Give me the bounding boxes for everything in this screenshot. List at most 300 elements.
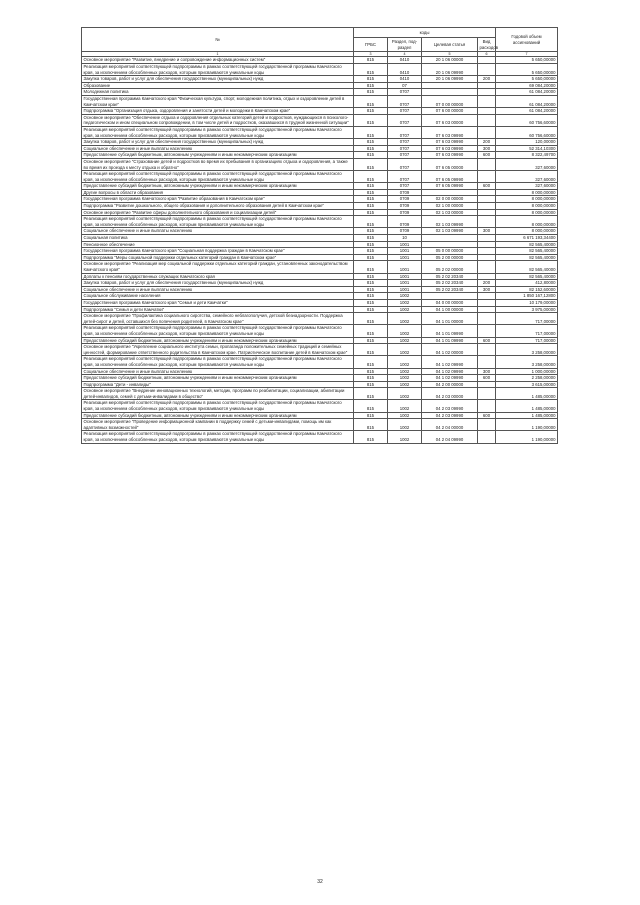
table-row [82,248,558,255]
row-section: 0709 [388,228,422,235]
row-grbs: 815 [354,412,388,419]
row-grbs: 815 [354,286,388,293]
row-name: Государственная программа Камчатского края "Развитие образования в Камчатском крае" [82,196,354,203]
row-name: Образование [82,82,354,89]
row-amount: 412,80000 [496,280,558,287]
row-expense-type [478,344,496,356]
row-name: Реализация мероприятий соответствующей подпрограммы в рамках соответствующей государственной программы Камчатского края, за исключением обособленных расходов, которым присваиваются уникальные коды [82,171,354,183]
row-amount: 8 000,00000 [496,228,558,235]
row-section: 0410 [388,64,422,76]
row-expense-type [478,209,496,216]
row-expense-type: 600 [478,412,496,419]
page-number: 32 [317,879,323,885]
row-target-code: 07 6 03 09990 [422,152,478,159]
row-amount: 5 650,00000 [496,64,558,76]
row-grbs: 815 [354,419,388,431]
column-number: 4 [388,52,422,57]
row-section: 1002 [388,325,422,337]
table-row [82,76,558,83]
table-row [82,228,558,235]
row-section: 1002 [388,313,422,325]
row-section: 1001 [388,273,422,280]
row-target-code: 20 1 06 09990 [422,64,478,76]
row-section: 0709 [388,196,422,203]
row-grbs: 815 [354,183,388,190]
row-name: Государственная программа Камчатского края "Семья и дети Камчатки" [82,299,354,306]
row-target-code [422,89,478,96]
row-target-code: 04 1 02 09990 [422,356,478,368]
row-section: 1002 [388,412,422,419]
column-number: 5 [422,52,478,57]
row-expense-type [478,431,496,443]
row-expense-type: 300 [478,145,496,152]
row-name: Социальное обеспечение и иные выплаты населению [82,368,354,375]
row-grbs: 815 [354,126,388,138]
row-grbs: 815 [354,248,388,255]
row-expense-type [478,82,496,89]
row-grbs: 815 [354,114,388,126]
row-expense-type: 600 [478,337,496,344]
row-expense-type [478,248,496,255]
row-amount: 69 084,20000 [496,82,558,89]
row-grbs: 815 [354,228,388,235]
row-expense-type [478,95,496,107]
row-grbs: 815 [354,95,388,107]
row-amount: 8 000,00000 [496,189,558,196]
table-row [82,139,558,146]
row-amount: 1 000,00000 [496,368,558,375]
row-name: Государственная программа Камчатского края "Социальная поддержка граждан в Камчатском крае" [82,248,354,255]
row-expense-type [478,299,496,306]
row-grbs: 815 [354,261,388,273]
row-section: 07 [388,82,422,89]
row-grbs: 815 [354,337,388,344]
row-grbs: 815 [354,196,388,203]
row-amount: 1 850 167,12800 [496,293,558,300]
row-name: Реализация мероприятий соответствующей подпрограммы в рамках соответствующей государственной программы Камчатского края, за исключением обособленных расходов, которым присваиваются уникальные коды [82,126,354,138]
row-expense-type [478,203,496,210]
row-grbs: 815 [354,388,388,400]
table-row [82,82,558,89]
row-section: 0707 [388,114,422,126]
row-section: 1001 [388,261,422,273]
row-name: Закупка товаров, работ и услуг для обеспечения государственных (муниципальных) нужд [82,76,354,83]
row-grbs: 815 [354,273,388,280]
row-amount: 5 650,00000 [496,57,558,64]
row-name: Другие вопросы в области образования [82,189,354,196]
row-expense-type: 200 [478,139,496,146]
row-target-code: 07 6 03 09990 [422,145,478,152]
row-target-code: 04 1 01 00000 [422,313,478,325]
row-target-code: 04 2 03 09990 [422,400,478,412]
row-target-code: 07 6 03 00000 [422,114,478,126]
row-name: Подпрограмма "Дети - инвалиды" [82,381,354,388]
row-amount: 120,00000 [496,139,558,146]
row-name: Государственная программа Камчатского края "Физическая культура, спорт, молодежная политика, отдых и оздоровление детей в Камчатском крае" [82,95,354,107]
row-target-code: 05 2 02 20340 [422,273,478,280]
table-row [82,400,558,412]
row-section: 1002 [388,306,422,313]
row-target-code: 02 1 03 00000 [422,209,478,216]
row-section: 1002 [388,375,422,382]
row-name: Основное мероприятие "Внедрение инновационных технологий, методик, программ по реабилитации, социализации, абилитации детей-инвалидов, семей с детьми-инвалидами в общество" [82,388,354,400]
row-amount: 1 485,00000 [496,388,558,400]
header-grbs: ГРБС [354,38,388,52]
row-name: Подпрограмма "Организация отдыха, оздоровления и занятости детей и молодежи в Камчатском крае" [82,108,354,115]
row-target-code: 04 1 02 00000 [422,344,478,356]
row-section: 1002 [388,419,422,431]
row-expense-type [478,64,496,76]
row-amount: 8 000,00000 [496,203,558,210]
row-section: 1002 [388,431,422,443]
row-target-code: 02 0 00 00000 [422,196,478,203]
row-amount: 61 084,20000 [496,89,558,96]
table-row [82,375,558,382]
row-grbs: 815 [354,293,388,300]
row-expense-type [478,108,496,115]
row-target-code: 05 2 02 00000 [422,261,478,273]
row-amount: 327,60000 [496,158,558,170]
row-target-code: 04 1 02 09990 [422,375,478,382]
row-target-code [422,82,478,89]
row-target-code: 04 1 01 09990 [422,325,478,337]
row-target-code: 07 6 03 09990 [422,126,478,138]
table-row [82,412,558,419]
table-row [82,337,558,344]
row-expense-type [478,171,496,183]
row-target-code [422,189,478,196]
row-target-code: 04 0 00 00000 [422,299,478,306]
table-row [82,273,558,280]
row-expense-type: 300 [478,228,496,235]
row-expense-type [478,306,496,313]
row-amount: 82 565,40000 [496,241,558,248]
row-expense-type [478,419,496,431]
table-row [82,254,558,261]
row-name: Предоставление субсидий бюджетным, автономным учреждениям и иным некоммерческим организациям [82,152,354,159]
row-name: Закупка товаров, работ и услуг для обеспечения государственных (муниципальных) нужд [82,139,354,146]
table-row [82,286,558,293]
header-target: Целевая статья [422,38,478,52]
row-name: Социальное обслуживание населения [82,293,354,300]
row-expense-type [478,216,496,228]
row-section: 1001 [388,248,422,255]
row-grbs: 815 [354,189,388,196]
row-grbs: 815 [354,57,388,64]
row-target-code: 04 1 02 09990 [422,368,478,375]
row-target-code: 04 2 00 00000 [422,381,478,388]
row-amount: 1 190,00000 [496,431,558,443]
row-amount: 3 615,00000 [496,381,558,388]
row-name: Социальная политика [82,235,354,242]
budget-table [81,27,558,444]
row-amount: 717,00000 [496,313,558,325]
table-row [82,183,558,190]
table-row [82,325,558,337]
table-row [82,388,558,400]
row-grbs: 815 [354,313,388,325]
row-name: Пенсионное обеспечение [82,241,354,248]
row-name: Социальное обеспечение и иные выплаты населению [82,228,354,235]
row-name: Предоставление субсидий бюджетным, автономным учреждениям и иным некоммерческим организациям [82,183,354,190]
row-grbs: 815 [354,158,388,170]
row-grbs: 815 [354,299,388,306]
table-row [82,126,558,138]
row-expense-type [478,241,496,248]
header-num: № [82,28,354,52]
row-target-code: 07 6 05 09990 [422,171,478,183]
row-section: 1002 [388,299,422,306]
row-grbs: 815 [354,280,388,287]
row-amount: 52 314,10300 [496,145,558,152]
row-grbs: 815 [354,368,388,375]
row-target-code: 02 1 03 09990 [422,228,478,235]
row-target-code: 04 2 04 00000 [422,419,478,431]
row-name: Реализация мероприятий соответствующей подпрограммы в рамках соответствующей государственной программы Камчатского края, за исключением обособленных расходов, которым присваиваются уникальные коды [82,356,354,368]
row-grbs: 815 [354,400,388,412]
table-header [82,28,558,57]
row-expense-type [478,400,496,412]
table-row [82,57,558,64]
row-expense-type: 600 [478,375,496,382]
row-section: 0707 [388,171,422,183]
row-name: Социальное обеспечение и иные выплаты населению [82,286,354,293]
row-section: 0707 [388,158,422,170]
table-row [82,114,558,126]
row-expense-type: 600 [478,183,496,190]
row-section: 0410 [388,57,422,64]
row-target-code: 05 2 02 20340 [422,280,478,287]
table-row [82,209,558,216]
row-section: 0707 [388,89,422,96]
row-section: 0709 [388,203,422,210]
row-amount: 327,60000 [496,171,558,183]
row-grbs: 815 [354,431,388,443]
row-section: 0707 [388,108,422,115]
row-name: Реализация мероприятий соответствующей подпрограммы в рамках соответствующей государственной программы Камчатского края, за исключением обособленных расходов, которым присваиваются уникальные коды [82,325,354,337]
row-name: Основное мероприятие "Реализация мер социальной поддержки отдельных категорий граждан, установленных законодательством Камчатского края" [82,261,354,273]
row-target-code: 07 6 00 00000 [422,108,478,115]
table-row [82,381,558,388]
row-expense-type [478,325,496,337]
table-row [82,95,558,107]
row-section: 0410 [388,76,422,83]
row-target-code [422,241,478,248]
row-grbs: 815 [354,381,388,388]
row-name: Социальное обеспечение и иные выплаты населению [82,145,354,152]
row-amount: 8 000,00000 [496,216,558,228]
row-expense-type [478,158,496,170]
row-name: Основное мероприятие "Развитие, внедрение и сопровождение информационных систем" [82,57,354,64]
row-section: 1002 [388,400,422,412]
row-expense-type [478,273,496,280]
table-row [82,241,558,248]
row-grbs: 815 [354,375,388,382]
row-grbs: 815 [354,139,388,146]
row-expense-type [478,189,496,196]
row-amount: 82 565,40000 [496,273,558,280]
row-expense-type [478,126,496,138]
row-expense-type [478,388,496,400]
row-amount: 60 756,60000 [496,126,558,138]
row-amount: 1 485,00000 [496,412,558,419]
row-grbs: 815 [354,254,388,261]
row-expense-type [478,196,496,203]
row-name: Реализация мероприятий соответствующей подпрограммы в рамках соответствующей государственной программы Камчатского края, за исключением обособленных расходов, которым присваиваются уникальные коды [82,400,354,412]
row-section: 0707 [388,183,422,190]
row-expense-type [478,356,496,368]
row-target-code: 04 1 01 09990 [422,337,478,344]
row-section: 1001 [388,286,422,293]
row-name: Основное мероприятие "Проведение информационной кампании в поддержку семей с детьми-инвалидами, помощь им как адаптивных возможностей" [82,419,354,431]
row-target-code: 02 1 00 00000 [422,203,478,210]
row-amount: 82 565,40000 [496,248,558,255]
row-section: 1001 [388,254,422,261]
row-section: 0707 [388,126,422,138]
row-grbs: 815 [354,152,388,159]
row-section: 1002 [388,293,422,300]
row-expense-type [478,89,496,96]
row-section: 0707 [388,152,422,159]
row-section: 0707 [388,145,422,152]
row-name: Закупка товаров, работ и услуг для обеспечения государственных (муниципальных) нужд [82,280,354,287]
row-name: Реализация мероприятий соответствующей подпрограммы в рамках соответствующей государственной программы Камчатского края, за исключением обособленных расходов, которым присваиваются уникальные коды [82,216,354,228]
row-amount: 3 258,00000 [496,344,558,356]
table-row [82,108,558,115]
row-grbs: 815 [354,241,388,248]
row-target-code: 20 1 06 00000 [422,57,478,64]
row-section: 10 [388,235,422,242]
table-row [82,196,558,203]
row-target-code: 05 0 00 00000 [422,248,478,255]
row-grbs: 815 [354,306,388,313]
row-grbs: 815 [354,235,388,242]
row-target-code: 05 2 00 00000 [422,254,478,261]
table-row [82,216,558,228]
table-row [82,235,558,242]
row-grbs: 815 [354,325,388,337]
row-amount: 1 190,00000 [496,419,558,431]
row-section: 0709 [388,189,422,196]
column-number: 1 [82,52,354,57]
row-expense-type [478,254,496,261]
row-expense-type: 300 [478,286,496,293]
row-section: 0709 [388,209,422,216]
table-row [82,431,558,443]
row-amount: 3 258,00000 [496,356,558,368]
row-name: Доплаты к пенсиям государственных служащих Камчатского края [82,273,354,280]
row-amount: 82 565,40000 [496,261,558,273]
row-target-code: 07 6 05 00000 [422,158,478,170]
row-name: Основное мероприятие "Укрепление социального института семьи, пропаганда положительных семейных традиций и семейных ценностей, формирование ответственного родительства в Камчатском крае. Патриотическое воспитание детей в Камчатском крае" [82,344,354,356]
row-target-code: 05 2 02 20340 [422,286,478,293]
row-expense-type: 600 [478,152,496,159]
table-row [82,368,558,375]
row-amount: 8 000,00000 [496,196,558,203]
row-expense-type [478,381,496,388]
header-section: Раздел, под-раздел [388,38,422,52]
row-expense-type [478,57,496,64]
row-section: 1002 [388,368,422,375]
table-row [82,306,558,313]
table-row [82,152,558,159]
row-expense-type [478,313,496,325]
row-section: 1002 [388,356,422,368]
row-section: 1001 [388,280,422,287]
row-grbs: 815 [354,171,388,183]
row-section: 1002 [388,337,422,344]
table-row [82,189,558,196]
row-name: Молодежная политика [82,89,354,96]
row-target-code: 07 6 05 09990 [422,183,478,190]
row-target-code: 20 1 06 09990 [422,76,478,83]
row-name: Основное мероприятие "Профилактика социального сиротства, семейного неблагополучия, детской безнадзорности. Поддержка детей-сирот и детей, оставшихся без попечения родителей, в Камчатском крае" [82,313,354,325]
row-section: 1001 [388,241,422,248]
row-expense-type: 200 [478,280,496,287]
row-amount: 717,00000 [496,337,558,344]
row-amount: 327,60000 [496,183,558,190]
row-name: Реализация мероприятий соответствующей подпрограммы в рамках соответствующей государственной программы Камчатского края, за исключением обособленных расходов, которым присваиваются уникальные коды [82,64,354,76]
row-name: Предоставление субсидий бюджетным, автономным учреждениям и иным некоммерческим организациям [82,337,354,344]
row-target-code [422,293,478,300]
row-name: Реализация мероприятий соответствующей подпрограммы в рамках соответствующей государственной программы Камчатского края, за исключением обособленных расходов, которым присваиваются уникальные коды [82,431,354,443]
row-amount: 61 084,20000 [496,95,558,107]
row-grbs: 815 [354,209,388,216]
row-grbs: 815 [354,89,388,96]
row-target-code: 07 0 00 00000 [422,95,478,107]
table-row [82,419,558,431]
row-target-code: 02 1 03 09990 [422,216,478,228]
row-name: Подпрограмма "Семья и дети Камчатки" [82,306,354,313]
header-exp-type: Вид расходов [479,38,499,50]
row-expense-type [478,261,496,273]
row-grbs: 815 [354,216,388,228]
row-name: Предоставление субсидий бюджетным, автономным учреждениям и иным некоммерческим организациям [82,375,354,382]
row-amount: 1 485,00000 [496,400,558,412]
table-row [82,203,558,210]
row-name: Основное мероприятие "Развитие сферы дополнительного образования и социализации детей" [82,209,354,216]
row-amount: 8 322,49700 [496,152,558,159]
row-grbs: 815 [354,64,388,76]
table-row [82,145,558,152]
row-section: 1002 [388,388,422,400]
table-row [82,158,558,170]
row-target-code [422,235,478,242]
table-row [82,261,558,273]
table-body [82,57,558,443]
row-grbs: 815 [354,145,388,152]
table-row [82,64,558,76]
row-expense-type [478,114,496,126]
row-amount: 61 084,20000 [496,108,558,115]
header-codes: коды [354,28,496,38]
row-target-code: 04 2 03 09990 [422,412,478,419]
row-name: Основное мероприятие "Обеспечение отдыха и оздоровления отдельных категорий детей и подростков, нуждающихся в психолого-педагогическом и ином специальном сопровождении, в том числе детей и подростков, оказавшихся в трудной жизненной ситуации" [82,114,354,126]
row-expense-type: 200 [478,76,496,83]
row-section: 0709 [388,216,422,228]
row-amount: 5 650,00000 [496,76,558,83]
row-amount: 3 975,00000 [496,306,558,313]
row-target-code: 04 2 04 09990 [422,431,478,443]
row-name: Подпрограмма "Меры социальной поддержки отдельных категорий граждан в Камчатском крае" [82,254,354,261]
row-amount: 10 179,00000 [496,299,558,306]
table-row [82,280,558,287]
row-grbs: 815 [354,356,388,368]
row-amount: 8 000,00000 [496,209,558,216]
row-expense-type [478,293,496,300]
row-section: 0707 [388,139,422,146]
row-amount: 2 258,00000 [496,375,558,382]
